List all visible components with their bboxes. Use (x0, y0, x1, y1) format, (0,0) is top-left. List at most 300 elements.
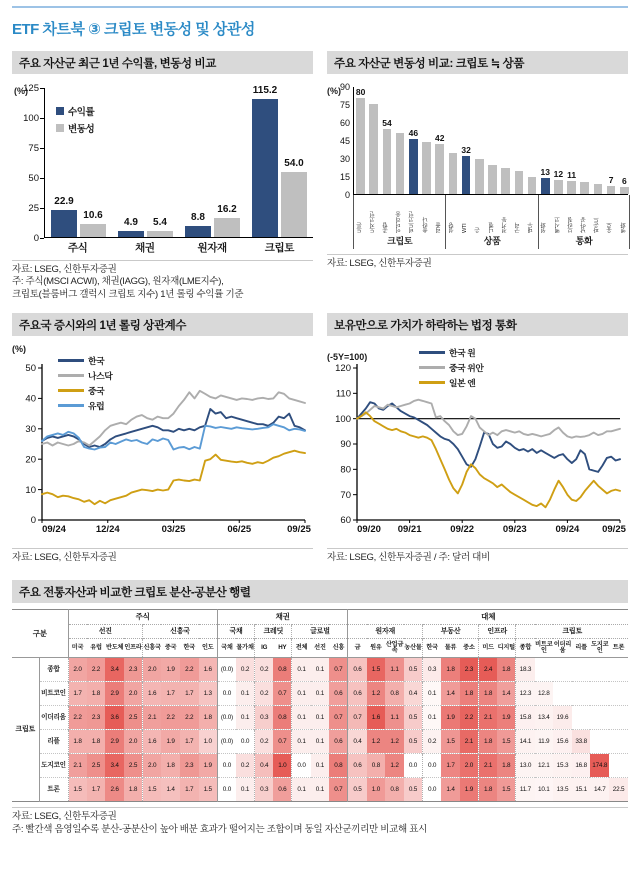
x-category-label: 이더리움 (396, 211, 403, 233)
bar (383, 129, 392, 194)
matrix-cell: 0.0 (408, 762, 418, 770)
row-label: 종합 (39, 658, 68, 682)
tick-label: 20 (25, 454, 36, 466)
bar-value-label: 10.6 (83, 210, 103, 222)
matrix-cell: 1.5 (441, 730, 460, 754)
matrix-cell: 2.5 (87, 754, 106, 778)
source-line: 자료: LSEG, 신한투자증권 (12, 811, 117, 823)
bar-value-label: 5.4 (153, 216, 167, 228)
matrix-cell: 1.8 (161, 754, 180, 778)
asset-group-label: 통화 (575, 236, 593, 246)
bar (422, 142, 431, 194)
matrix-cell: 0.2 (255, 658, 274, 682)
column-header: 중국 (161, 639, 180, 658)
matrix-cell: 12.8 (535, 682, 554, 706)
bar-group (246, 84, 313, 237)
x-category-label: 원자재 (197, 242, 227, 254)
matrix-cell: 1.2 (367, 730, 386, 754)
panel-covariance-matrix (12, 580, 628, 836)
y-axis-unit: (-5Y=100) (327, 352, 368, 363)
bar-slot (407, 127, 420, 194)
matrix-cell (590, 706, 609, 730)
tick-label: 50 (25, 363, 36, 375)
column-header: 한국 (180, 639, 199, 658)
legend-item (56, 121, 94, 135)
bar-slot (367, 104, 380, 194)
tick-label: 0 (30, 515, 36, 527)
matrix-cell: 1.6 (143, 682, 162, 706)
bar-slot (486, 165, 499, 194)
matrix-cell: 1.9 (460, 778, 479, 802)
matrix-cell: 0.6 (348, 658, 367, 682)
matrix-cell: 0.1 (311, 682, 330, 706)
matrix-cell: 1.8 (479, 778, 498, 802)
x-label-slot (486, 197, 499, 233)
column-header: 농산물 (404, 639, 423, 658)
tick-label: 110 (335, 388, 351, 400)
matrix-cell: 0.0 (217, 754, 236, 778)
matrix-cell: 2.2 (180, 658, 199, 682)
bar-slot (578, 182, 591, 194)
bar-group (112, 216, 179, 237)
bar-value-label: 32 (461, 144, 471, 155)
bar (620, 187, 629, 194)
matrix-cell: 0.5 (348, 778, 367, 802)
matrix-cell: 0.1 (292, 658, 311, 682)
bar-wrap (147, 216, 173, 237)
tick-label: 06/25 (227, 524, 252, 536)
bar-wrap (252, 84, 278, 237)
page-title: ETF 차트북 ③ 크립토 변동성 및 상관성 (12, 21, 255, 38)
matrix-cell: 0.2 (236, 658, 255, 682)
y-tick-mark (40, 208, 44, 209)
legend-label: 중국 위안 (449, 363, 484, 374)
matrix-cell: 0.1 (311, 706, 330, 730)
matrix-cell: 13.0 (516, 754, 535, 778)
matrix-cell: 14.1 (516, 730, 535, 754)
bar (488, 165, 497, 194)
x-label-row (539, 195, 629, 233)
x-category-label: 원화 (541, 222, 548, 233)
x-label-slot (499, 197, 512, 233)
matrix-cell: 1.9 (497, 706, 516, 730)
bar-slot (354, 87, 367, 194)
subgroup-header: 크립토 (516, 625, 628, 639)
bar (475, 159, 484, 194)
chart-source-note (327, 254, 628, 270)
x-label-slot (539, 197, 552, 233)
matrix-cell: 0.0 (217, 682, 236, 706)
matrix-cell: 0.6 (348, 754, 367, 778)
legend-label: 한국 (88, 356, 105, 367)
tick-label: 03/25 (161, 524, 186, 536)
matrix-cell: 0.8 (273, 658, 292, 682)
y-tick-mark (40, 118, 44, 119)
series-중국 (42, 451, 305, 505)
tick-label: 09/25 (602, 524, 626, 536)
row-label: 도지코인 (39, 754, 68, 778)
matrix-cell: 0.6 (273, 778, 292, 802)
tick-label: 30 (25, 424, 36, 436)
matrix-cell: 0.5 (404, 730, 423, 754)
matrix-cell: 0.1 (236, 778, 255, 802)
bar-wrap (281, 158, 307, 237)
subgroup-header: 선진 (68, 625, 143, 639)
x-category-label: 크립토 (264, 242, 294, 254)
matrix-cell: 1.8 (497, 754, 516, 778)
bar-slot (525, 177, 538, 194)
matrix-cell: 0.7 (329, 706, 348, 730)
panel-fiat-currencies-title: 보유만으로 가치가 하락하는 법정 통화 (327, 313, 628, 336)
matrix-cell: 0.4 (404, 682, 423, 706)
matrix-cell: 0.7 (329, 658, 348, 682)
subgroup-header: 신흥국 (143, 625, 218, 639)
y-tick-label: 0 (33, 232, 39, 244)
bar-slot (394, 133, 407, 194)
y-axis-unit: (%) (327, 86, 341, 96)
column-header: 인도 (199, 639, 218, 658)
table-row (12, 730, 628, 754)
matrix-cell: 1.4 (441, 778, 460, 802)
matrix-cell: 2.9 (105, 682, 124, 706)
matrix-cell: 1.7 (441, 754, 460, 778)
matrix-cell: 1.6 (199, 658, 218, 682)
subgroup-header: 원자재 (348, 625, 423, 639)
matrix-cell (609, 754, 628, 778)
tick-label: 09/20 (357, 524, 381, 536)
matrix-cell (609, 682, 628, 706)
column-header: 물가채 (236, 639, 255, 658)
bar-slot (380, 118, 393, 194)
chart-legend (419, 346, 483, 391)
matrix-cell: (0.0) (217, 658, 236, 682)
chart-source-note (12, 548, 313, 564)
matrix-cell: 0.1 (423, 706, 442, 730)
matrix-cell: 2.0 (460, 754, 479, 778)
legend-item (419, 376, 483, 389)
x-category-label: 설탕 (449, 222, 456, 233)
x-category-label: 구리 (514, 222, 521, 233)
rolling-correlation-chart (12, 342, 313, 543)
bar (185, 226, 211, 237)
bar-value-label: 8.8 (191, 212, 205, 224)
column-header: 중소 (460, 639, 479, 658)
table-row (12, 706, 628, 730)
matrix-cell: 1.2 (385, 754, 404, 778)
bar (554, 180, 563, 194)
matrix-cell: 1.5 (497, 730, 516, 754)
matrix-cell: 1.0 (199, 730, 218, 754)
matrix-cell: 2.1 (479, 706, 498, 730)
tick-label: 09/21 (397, 524, 422, 536)
head-row-groups (12, 610, 628, 625)
matrix-cell: 15.3 (553, 754, 572, 778)
matrix-cell: 1.7 (87, 778, 106, 802)
matrix-cell: 1.8 (87, 682, 106, 706)
column-header: 유럽 (87, 639, 106, 658)
bar-slot (591, 184, 604, 194)
legend-swatch (58, 404, 84, 407)
matrix-cell: 13.5 (553, 778, 572, 802)
bar (369, 104, 378, 194)
bar (501, 168, 510, 194)
x-label-slot (618, 197, 631, 233)
matrix-cell: 1.7 (161, 682, 180, 706)
legend-label: 수익률 (68, 107, 95, 118)
matrix-cell: 0.7 (329, 778, 348, 802)
matrix-cell: 1.8 (441, 658, 460, 682)
matrix-cell: 2.1 (143, 706, 162, 730)
matrix-cell: 0.2 (255, 730, 274, 754)
column-header: 한국 (423, 639, 442, 658)
column-header: 인프라 (124, 639, 143, 658)
x-label-slot (526, 197, 539, 233)
legend-item (419, 346, 483, 359)
y-tick-mark (40, 148, 44, 149)
tick-label: 09/24 (42, 524, 66, 536)
matrix-cell: 2.0 (124, 682, 143, 706)
table-row (12, 658, 628, 682)
bar (118, 231, 144, 237)
legend-swatch (56, 124, 64, 132)
source-line: 자료: LSEG, 신한투자증권 (12, 552, 117, 564)
top-chart-row (12, 51, 628, 301)
x-label-slot (578, 197, 591, 233)
bar-wrap (51, 195, 77, 237)
x-category-label: 니켈 (488, 222, 495, 233)
column-header: 전체 (292, 639, 311, 658)
column-header: 미드 (479, 639, 498, 658)
column-header: 리플 (572, 639, 591, 658)
matrix-cell: 1.8 (460, 682, 479, 706)
matrix-cell: 1.5 (367, 658, 386, 682)
matrix-cell: 3.4 (105, 754, 124, 778)
matrix-cell: 2.3 (124, 658, 143, 682)
matrix-cell (553, 658, 572, 682)
x-label-row (354, 195, 445, 233)
matrix-cell: 2.0 (143, 658, 162, 682)
matrix-cell: 0.0 (292, 754, 311, 778)
y-tick-label: 75 (28, 142, 39, 154)
matrix-cell: 0.1 (311, 754, 330, 778)
bar-value-label: 22.9 (54, 195, 74, 207)
matrix-cell (590, 682, 609, 706)
row-label: 비트코인 (39, 682, 68, 706)
tick-label: 10 (25, 484, 36, 496)
x-category-label: 도지코인 (369, 211, 376, 233)
matrix-cell: 0.5 (404, 658, 423, 682)
head-row-subgroups (12, 625, 628, 639)
series-유럽 (42, 424, 305, 449)
tick-label: 80 (340, 464, 351, 476)
column-header: 디지털 (497, 639, 516, 658)
source-line: 자료: LSEG, 신한투자증권 / 주: 달러 대비 (327, 552, 490, 564)
matrix-cell: 11.9 (535, 730, 554, 754)
bar-wrap (118, 217, 144, 237)
x-category-label: 솔라나 (422, 217, 429, 233)
matrix-cell: 0.6 (348, 682, 367, 706)
note-line-1: 주: 주식(MSCI ACWI), 채권(IAGG), 원자재(LME지수), (12, 276, 224, 288)
matrix-cell: 2.2 (161, 706, 180, 730)
bar-wrap (185, 212, 211, 237)
y-tick-label: 50 (28, 172, 39, 184)
returns-volatility-chart (12, 82, 313, 244)
matrix-cell: 0.8 (273, 706, 292, 730)
tick-label: 09/25 (287, 524, 311, 536)
x-category-label: 남아공 (581, 217, 587, 233)
matrix-cell: 1.1 (385, 706, 404, 730)
group-header: 채권 (217, 610, 348, 625)
matrix-cell: 1.9 (441, 706, 460, 730)
matrix-cell: 1.0 (273, 754, 292, 778)
panel-rolling-correlation-title: 주요국 증시와의 1년 롤링 상관계수 (12, 313, 313, 336)
legend-swatch (58, 374, 84, 377)
matrix-cell: 2.2 (180, 706, 199, 730)
legend-swatch (419, 366, 445, 369)
matrix-cell: 33.8 (572, 730, 591, 754)
tick-label: 40 (25, 393, 36, 405)
matrix-body (12, 658, 628, 802)
matrix-cell: 2.3 (180, 754, 199, 778)
matrix-cell: 19.6 (553, 706, 572, 730)
matrix-cell: 2.9 (105, 730, 124, 754)
matrix-cell: 15.8 (516, 706, 535, 730)
matrix-cell: 0.7 (273, 730, 292, 754)
matrix-cell: 0.6 (329, 682, 348, 706)
tick-label: 12/24 (95, 524, 120, 536)
y-tick-label: 15 (339, 172, 350, 182)
column-header: HY (273, 639, 292, 658)
matrix-cell: 0.0 (217, 778, 236, 802)
asset-group (538, 195, 630, 249)
matrix-cell: 0.1 (311, 658, 330, 682)
tick-label: 100 (335, 413, 351, 425)
matrix-cell (590, 730, 609, 754)
bar-value-label: 54 (382, 118, 392, 129)
bar-value-label: 12 (553, 168, 564, 179)
bar (396, 133, 405, 194)
matrix-cell: 3.6 (105, 706, 124, 730)
matrix-cell: 12.1 (535, 754, 554, 778)
x-label-slot (605, 197, 618, 233)
bar (252, 99, 278, 237)
panel-covariance-matrix-title: 주요 전통자산과 비교한 크립토 분산-공분산 행렬 (12, 580, 628, 603)
bar (80, 224, 106, 237)
bar (435, 144, 444, 194)
y-tick-mark (40, 88, 44, 89)
bar-slot (512, 171, 525, 194)
matrix-cell: 1.8 (199, 706, 218, 730)
source-line: 자료: LSEG, 신한투자증권 (327, 258, 432, 269)
chart-legend (56, 104, 94, 138)
y-tick-label: 25 (28, 202, 39, 214)
matrix-cell: 1.9 (161, 730, 180, 754)
matrix-cell: 0.5 (404, 778, 423, 802)
matrix-cell (572, 682, 591, 706)
matrix-cell (590, 658, 609, 682)
legend-item (58, 384, 112, 397)
x-category-label: 종합 (383, 222, 390, 233)
legend-item (56, 104, 94, 118)
x-category-label: 브라질 (567, 217, 574, 233)
bar-value-label: 4.9 (124, 217, 138, 229)
legend-label: 유럽 (88, 401, 105, 412)
matrix-cell: 1.8 (479, 682, 498, 706)
x-label-slot (420, 197, 433, 233)
bar (281, 172, 307, 237)
chart-source-note (12, 260, 313, 301)
table-row (12, 754, 628, 778)
x-label-slot (552, 197, 565, 233)
matrix-cell: 0.1 (236, 682, 255, 706)
matrix-cell: 0.1 (311, 730, 330, 754)
column-header: 산업금속 (385, 639, 404, 658)
matrix-cell: 2.1 (479, 754, 498, 778)
y-axis-unit: (%) (12, 344, 26, 355)
matrix-cell (609, 730, 628, 754)
column-header: 물류 (441, 639, 460, 658)
matrix-cell: 13.4 (535, 706, 554, 730)
matrix-cell: 0.6 (329, 730, 348, 754)
matrix-cell: 2.2 (87, 658, 106, 682)
x-category-label: 대두 (528, 222, 535, 233)
matrix-cell: 0.1 (292, 706, 311, 730)
column-header: 종합 (516, 639, 535, 658)
x-axis-categories (12, 240, 313, 255)
y-tick-mark (40, 238, 44, 239)
x-category-label: 리플 (435, 222, 442, 233)
column-header: 금 (348, 639, 367, 658)
subgroup-header: 크레딧 (255, 625, 292, 639)
x-category-label: 트론 (356, 222, 363, 233)
matrix-cell: 1.9 (199, 754, 218, 778)
bar-value-label: 80 (355, 87, 366, 97)
matrix-cell: 0.1 (292, 778, 311, 802)
bar-value-label: 7 (608, 174, 614, 185)
bar-slot (565, 169, 578, 194)
matrix-cell: 0.7 (273, 682, 292, 706)
legend-swatch (58, 389, 84, 392)
bar-value-label: 16.2 (217, 203, 237, 215)
tick-label: 09/23 (502, 524, 527, 536)
asset-group-label: 크립토 (387, 236, 413, 246)
matrix-cell: 2.3 (460, 658, 479, 682)
bar-slot (499, 168, 512, 194)
x-label-slot (460, 197, 473, 233)
matrix-cell: 0.2 (236, 754, 255, 778)
panel-fiat-currencies (327, 313, 628, 564)
matrix-cell: 1.7 (180, 730, 199, 754)
legend-item (58, 354, 112, 367)
matrix-cell: 0.0 (240, 738, 250, 746)
bar-group (179, 203, 246, 237)
matrix-cell: 15.6 (553, 730, 572, 754)
matrix-cell: 1.5 (497, 778, 516, 802)
panel-returns-volatility (12, 51, 313, 301)
matrix-cell: 1.7 (180, 778, 199, 802)
column-header: 미국 (68, 639, 87, 658)
bar-wrap (80, 210, 106, 237)
matrix-cell: 0.2 (423, 730, 442, 754)
tick-label: 60 (340, 515, 351, 527)
table-row (12, 778, 628, 802)
legend-label: 일본 엔 (449, 378, 476, 389)
bar-value-label: 42 (434, 132, 445, 143)
row-group-label: 크립토 (12, 658, 39, 802)
bar-value-label: 46 (408, 127, 419, 138)
bar-slot (618, 175, 631, 194)
matrix-cell: 16.8 (572, 754, 591, 778)
